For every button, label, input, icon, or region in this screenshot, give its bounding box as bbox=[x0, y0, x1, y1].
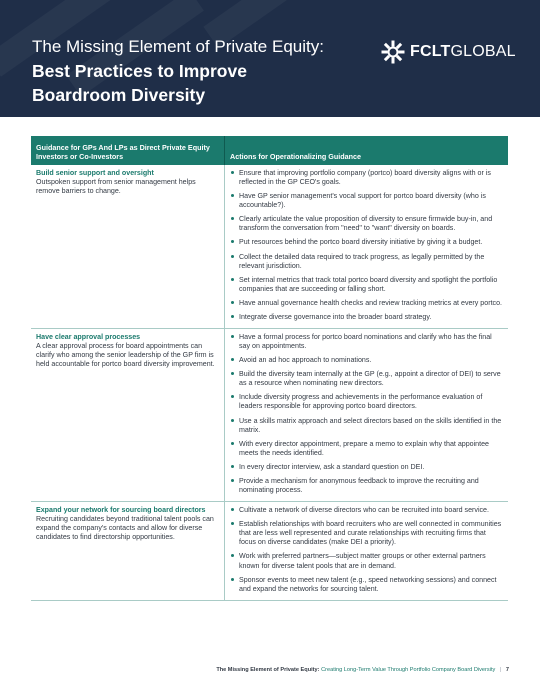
guidance-title: Have clear approval processes bbox=[36, 333, 141, 342]
logo-wordmark bbox=[410, 43, 516, 61]
guidance-title: Expand your network for sourcing board directors bbox=[36, 506, 206, 515]
footer-doc-title: The Missing Element of Private Equity: bbox=[216, 667, 320, 673]
bullet-icon bbox=[231, 217, 234, 220]
action-item bbox=[230, 477, 503, 495]
action-item bbox=[230, 520, 503, 547]
action-item bbox=[230, 169, 503, 187]
sunburst-logo-icon bbox=[381, 40, 405, 64]
logo-text-bold: FCLT bbox=[410, 43, 451, 60]
table-row bbox=[31, 165, 508, 329]
footer-doc-subtitle: Creating Long-Term Value Through Portfolio Company Board Diversity bbox=[321, 667, 496, 673]
action-item bbox=[230, 276, 503, 294]
action-item bbox=[230, 552, 503, 570]
action-text: With every director appointment, prepare a memo to explain why that appointee meets the needs identified. bbox=[239, 439, 489, 457]
action-text: Clearly articulate the value proposition of diversity to ensure firmwide buy-in, and transform the conversation from "need" to "want" diversity on boards. bbox=[239, 215, 493, 233]
action-item bbox=[230, 192, 503, 210]
page-footer bbox=[216, 667, 509, 673]
page-title-line-3: Boardroom Diversity bbox=[32, 85, 206, 105]
bullet-icon bbox=[231, 240, 234, 243]
actions-cell bbox=[225, 165, 509, 329]
action-item bbox=[230, 440, 503, 458]
table-row bbox=[31, 502, 508, 601]
action-item bbox=[230, 506, 503, 515]
action-text: Provide a mechanism for anonymous feedback to improve the recruiting and nominating process. bbox=[239, 476, 479, 495]
action-text: Avoid an ad hoc approach to nominations. bbox=[239, 356, 372, 365]
action-text: Sponsor events to meet new talent (e.g., speed networking sessions) and connect and expand the networks for sourcing talent. bbox=[239, 575, 497, 593]
action-text: Have GP senior management's vocal support for portco board diversity (who is accountable?). bbox=[239, 192, 486, 210]
action-item bbox=[230, 313, 503, 322]
bullet-icon bbox=[231, 358, 234, 361]
bullet-icon bbox=[231, 419, 234, 422]
action-text: Ensure that improving portfolio company (portco) board diversity aligns with or is reflected in the GP CEO's goals. bbox=[239, 169, 491, 187]
page-title-line-2: Best Practices to Improve bbox=[32, 61, 247, 81]
action-item bbox=[230, 576, 503, 594]
header-banner bbox=[0, 0, 540, 117]
action-text: Establish relationships with board recruiters who are well connected in communities that are less well represented and curate relationships with recruiting firms that focus on diverse candidates (make DEI a priority). bbox=[239, 520, 502, 547]
action-item bbox=[230, 238, 503, 247]
bullet-icon bbox=[231, 372, 234, 375]
guidance-description: A clear approval process for board appointments can clarify who among the senior leadership of the GP firm is held accountable for portco board diversity improvement. bbox=[36, 342, 215, 369]
bullet-icon bbox=[231, 255, 234, 258]
actions-cell bbox=[225, 329, 509, 502]
guidance-description: Outspoken support from senior management helps remove barriers to change. bbox=[36, 178, 196, 196]
action-text: Put resources behind the portco board diversity initiative by giving it a budget. bbox=[239, 238, 483, 247]
action-text: Use a skills matrix approach and select directors based on the skills identified in the matrix. bbox=[239, 416, 502, 434]
bullet-icon bbox=[231, 301, 234, 304]
guidance-title: Build senior support and oversight bbox=[36, 169, 154, 177]
fcltglobal-logo bbox=[381, 40, 516, 64]
actions-list bbox=[230, 506, 503, 594]
action-text: Include diversity progress and achievements in the performance evaluation of leaders responsible for approving portco board directors. bbox=[239, 393, 483, 411]
footer-separator: | bbox=[499, 667, 502, 673]
action-text: Set internal metrics that track total portco board diversity and spotlight the portfolio companies that are succeeding or falling short. bbox=[239, 275, 498, 293]
bullet-icon bbox=[231, 194, 234, 197]
bullet-icon bbox=[231, 395, 234, 398]
actions-list bbox=[230, 169, 503, 322]
guidance-cell bbox=[31, 329, 225, 502]
bullet-icon bbox=[231, 479, 234, 482]
bullet-icon bbox=[231, 465, 234, 468]
page-number: 7 bbox=[505, 667, 509, 673]
actions-cell bbox=[225, 502, 509, 601]
guidance-table bbox=[31, 136, 508, 601]
action-text: Collect the detailed data required to track progress, as legally permitted by the relevant jurisdiction. bbox=[239, 252, 485, 270]
bullet-icon bbox=[231, 522, 234, 525]
logo-text-light: GLOBAL bbox=[450, 43, 516, 60]
action-item bbox=[230, 253, 503, 271]
action-item bbox=[230, 333, 503, 351]
action-text: Integrate diverse governance into the broader board strategy. bbox=[239, 312, 432, 321]
guidance-cell bbox=[31, 165, 225, 329]
action-text: Build the diversity team internally at the GP (e.g., appoint a director of DEI) to serve as a resource when nominating new directors. bbox=[239, 370, 501, 388]
action-item bbox=[230, 393, 503, 411]
column-header-actions: Actions for Operationalizing Guidance bbox=[225, 136, 509, 165]
bullet-icon bbox=[231, 171, 234, 174]
bullet-icon bbox=[231, 578, 234, 581]
action-text: Work with preferred partners—subject matter groups or other external partners known for diverse talent pools that are in demand. bbox=[239, 552, 486, 570]
action-text: In every director interview, ask a standard question on DEI. bbox=[239, 462, 425, 471]
guidance-description: Recruiting candidates beyond traditional talent pools can expand the company's contacts and allow for diverse candidates to find directorship opportunities. bbox=[36, 515, 214, 542]
action-item bbox=[230, 299, 503, 308]
action-item bbox=[230, 215, 503, 233]
action-text: Have a formal process for portco board nominations and clarify who has the final say on appointments. bbox=[239, 333, 492, 351]
bullet-icon bbox=[231, 508, 234, 511]
bullet-icon bbox=[231, 278, 234, 281]
action-item bbox=[230, 370, 503, 388]
action-text: Cultivate a network of diverse directors who can be recruited into board service. bbox=[239, 506, 489, 515]
table-body bbox=[31, 165, 508, 600]
action-item bbox=[230, 356, 503, 365]
column-header-guidance: Guidance for GPs And LPs as Direct Private Equity Investors or Co-Investors bbox=[31, 136, 225, 165]
table-row bbox=[31, 329, 508, 502]
bullet-icon bbox=[231, 442, 234, 445]
bullet-icon bbox=[231, 554, 234, 557]
action-item bbox=[230, 463, 503, 472]
guidance-cell bbox=[31, 502, 225, 601]
action-text: Have annual governance health checks and review tracking metrics at every portco. bbox=[239, 298, 502, 307]
action-item bbox=[230, 417, 503, 435]
bullet-icon bbox=[231, 315, 234, 318]
bullet-icon bbox=[231, 335, 234, 338]
page-title-line-1: The Missing Element of Private Equity: bbox=[32, 37, 324, 56]
actions-list bbox=[230, 333, 503, 495]
table-header-row bbox=[31, 136, 508, 165]
